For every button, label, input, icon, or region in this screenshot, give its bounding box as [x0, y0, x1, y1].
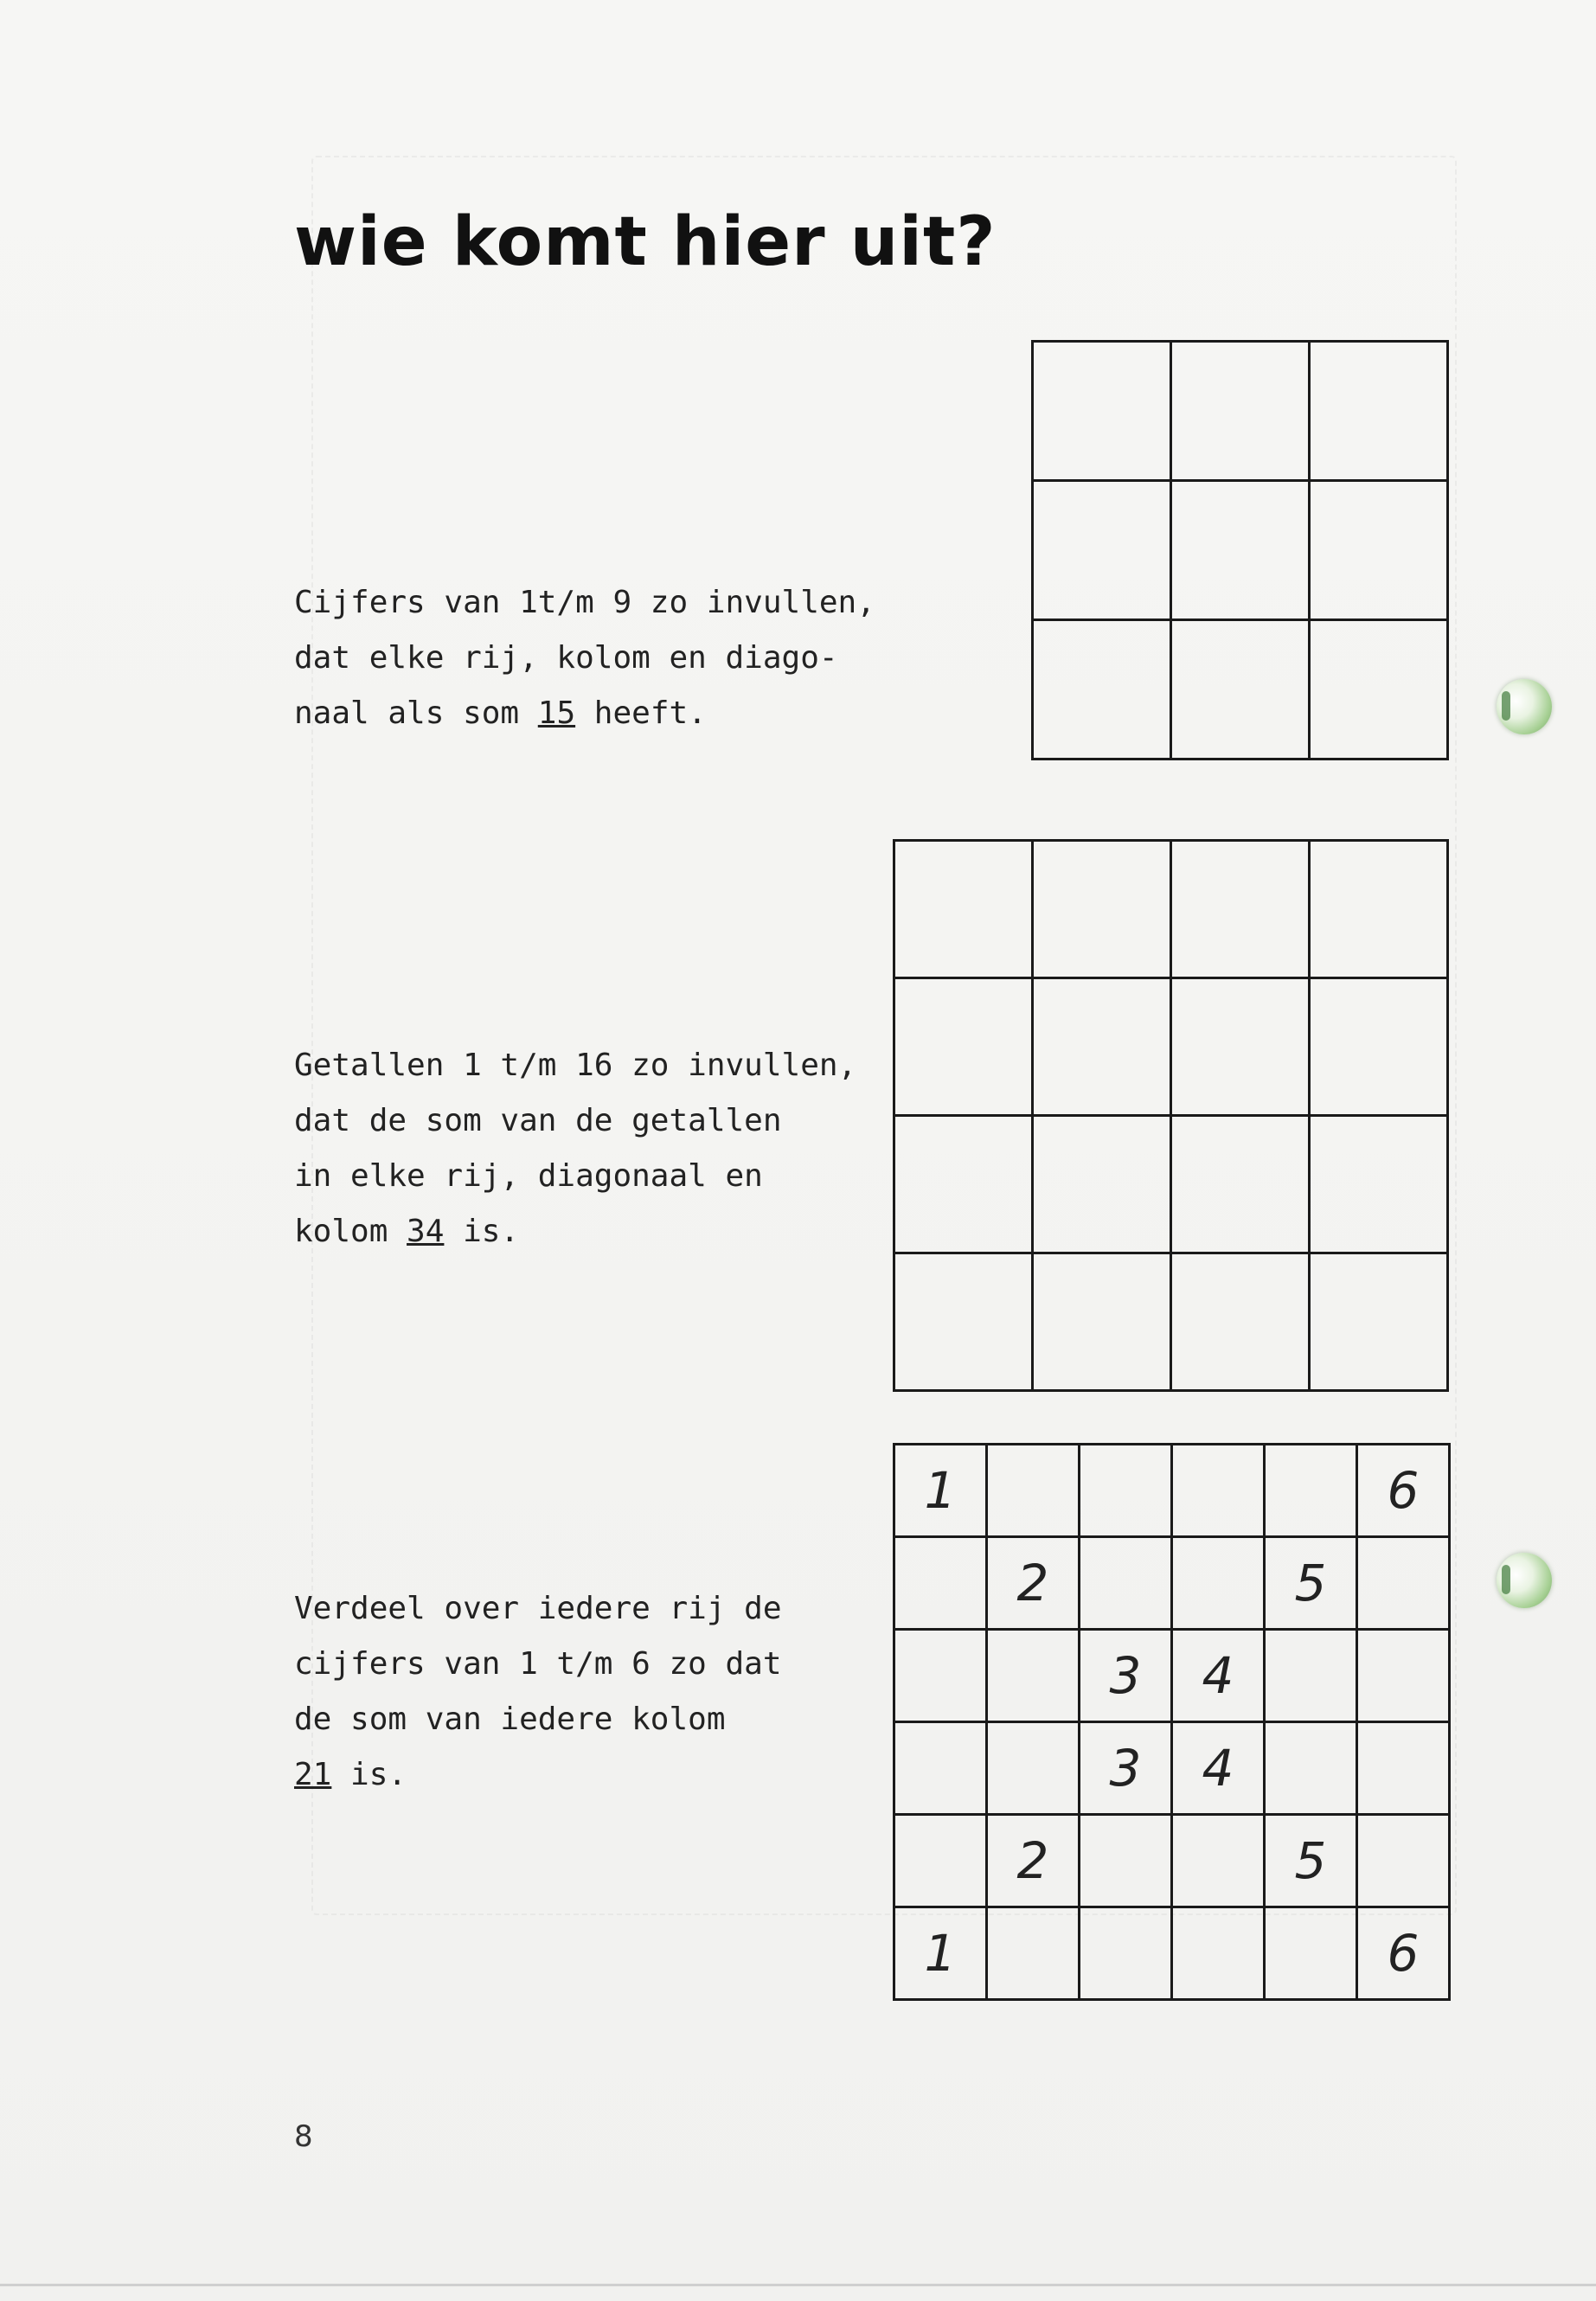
cell[interactable]: [1033, 1116, 1171, 1253]
cell[interactable]: [1310, 342, 1448, 481]
cell[interactable]: [1310, 620, 1448, 760]
cell[interactable]: [1033, 342, 1171, 481]
puzzle1-line-3-start: naal als som: [294, 695, 538, 731]
puzzle1-line-2: dat elke rij, kolom en diago-: [294, 640, 838, 676]
puzzle2-line-4-start: kolom: [294, 1214, 407, 1249]
cell[interactable]: [1171, 481, 1310, 620]
grid-cell[interactable]: 2: [987, 1537, 1080, 1630]
puzzle3-line-4-end: is.: [331, 1757, 407, 1792]
cell[interactable]: [1171, 1116, 1310, 1253]
grid-row: [894, 1815, 1450, 1907]
grid-row: [894, 1722, 1450, 1815]
grid-row: [894, 1537, 1450, 1630]
grid-cell[interactable]: [1265, 1722, 1357, 1815]
puzzle1-line-3: [294, 686, 875, 741]
puzzle3-instructions: [294, 1581, 782, 1803]
puzzle1-line-1: Cijfers van 1t/m 9 zo invullen,: [294, 585, 875, 620]
cell[interactable]: [894, 1253, 1033, 1391]
grid-cell[interactable]: [1172, 1907, 1265, 2000]
grid-row: [894, 1630, 1450, 1722]
bottom-edge: [0, 2284, 1596, 2286]
cell[interactable]: [1310, 1253, 1448, 1391]
puzzle3-line-3: de som van iedere kolom: [294, 1702, 726, 1737]
cell[interactable]: [1171, 841, 1310, 978]
cell[interactable]: [1171, 342, 1310, 481]
grid-cell[interactable]: 5: [1265, 1537, 1357, 1630]
grid-cell[interactable]: [987, 1445, 1080, 1537]
puzzle2-instructions: [294, 1038, 856, 1259]
grid-cell[interactable]: [1265, 1907, 1357, 2000]
grid-cell[interactable]: 3: [1080, 1630, 1172, 1722]
grid-cell[interactable]: [1080, 1815, 1172, 1907]
grid-row: [894, 1907, 1450, 2000]
grid-cell[interactable]: [894, 1815, 987, 1907]
cell[interactable]: [1033, 978, 1171, 1116]
cell[interactable]: [1033, 1253, 1171, 1391]
grid-cell[interactable]: 5: [1265, 1815, 1357, 1907]
binder-hole-icon: [1497, 679, 1552, 734]
grid-cell[interactable]: 2: [987, 1815, 1080, 1907]
magic-square-3x3: [1031, 340, 1449, 760]
puzzle1-instructions: [294, 575, 875, 741]
page-title: wie komt hier uit?: [294, 203, 997, 281]
cell[interactable]: [1310, 841, 1448, 978]
cell[interactable]: [1171, 978, 1310, 1116]
cell[interactable]: [1310, 481, 1448, 620]
grid-cell[interactable]: 1: [894, 1907, 987, 2000]
puzzle3-line-2: cijfers van 1 t/m 6 zo dat: [294, 1646, 782, 1682]
page-number: 8: [294, 2119, 313, 2154]
puzzle2-line-1: Getallen 1 t/m 16 zo invullen,: [294, 1048, 857, 1083]
grid-cell[interactable]: [987, 1907, 1080, 2000]
grid-cell[interactable]: [894, 1722, 987, 1815]
grid-cell[interactable]: [1357, 1630, 1450, 1722]
grid-cell[interactable]: 3: [1080, 1722, 1172, 1815]
puzzle3-line-4: [294, 1747, 782, 1803]
puzzle2-line-4-end: is.: [444, 1214, 520, 1249]
puzzle3-line-1: Verdeel over iedere rij de: [294, 1591, 782, 1626]
cell[interactable]: [1310, 1116, 1448, 1253]
puzzle2-line-2: dat de som van de getallen: [294, 1103, 782, 1138]
cell[interactable]: [894, 1116, 1033, 1253]
cell[interactable]: [1033, 841, 1171, 978]
number-grid-6x6: [893, 1443, 1451, 2001]
grid-cell[interactable]: [1172, 1537, 1265, 1630]
cell[interactable]: [894, 841, 1033, 978]
grid-cell[interactable]: [1357, 1537, 1450, 1630]
grid-cell[interactable]: [894, 1537, 987, 1630]
cell[interactable]: [894, 978, 1033, 1116]
grid-cell[interactable]: 6: [1357, 1907, 1450, 2000]
grid-cell[interactable]: 4: [1172, 1630, 1265, 1722]
puzzle2-line-3: in elke rij, diagonaal en: [294, 1158, 763, 1194]
grid-cell[interactable]: [1357, 1722, 1450, 1815]
grid-cell[interactable]: [1265, 1445, 1357, 1537]
grid-cell[interactable]: [1172, 1445, 1265, 1537]
binder-hole-icon: [1497, 1553, 1552, 1608]
cell[interactable]: [1310, 978, 1448, 1116]
magic-square-4x4: [893, 839, 1449, 1392]
cell[interactable]: [1171, 1253, 1310, 1391]
grid-cell[interactable]: [987, 1630, 1080, 1722]
grid-cell[interactable]: 6: [1357, 1445, 1450, 1537]
cell[interactable]: [1171, 620, 1310, 760]
grid-row: [894, 1445, 1450, 1537]
cell[interactable]: [1033, 481, 1171, 620]
grid-cell[interactable]: [1080, 1537, 1172, 1630]
puzzle1-sum: 15: [537, 695, 576, 731]
grid-cell[interactable]: [1357, 1815, 1450, 1907]
grid-cell[interactable]: [1265, 1630, 1357, 1722]
grid-cell[interactable]: [987, 1722, 1080, 1815]
cell[interactable]: [1033, 620, 1171, 760]
grid-cell[interactable]: 1: [894, 1445, 987, 1537]
puzzle2-line-4: [294, 1204, 856, 1259]
grid-cell[interactable]: [1172, 1815, 1265, 1907]
puzzle2-sum: 34: [407, 1214, 445, 1249]
puzzle3-sum: 21: [294, 1757, 332, 1792]
grid-cell[interactable]: [894, 1630, 987, 1722]
grid-cell[interactable]: [1080, 1445, 1172, 1537]
puzzle1-line-3-end: heeft.: [575, 695, 707, 731]
grid-cell[interactable]: 4: [1172, 1722, 1265, 1815]
grid-cell[interactable]: [1080, 1907, 1172, 2000]
